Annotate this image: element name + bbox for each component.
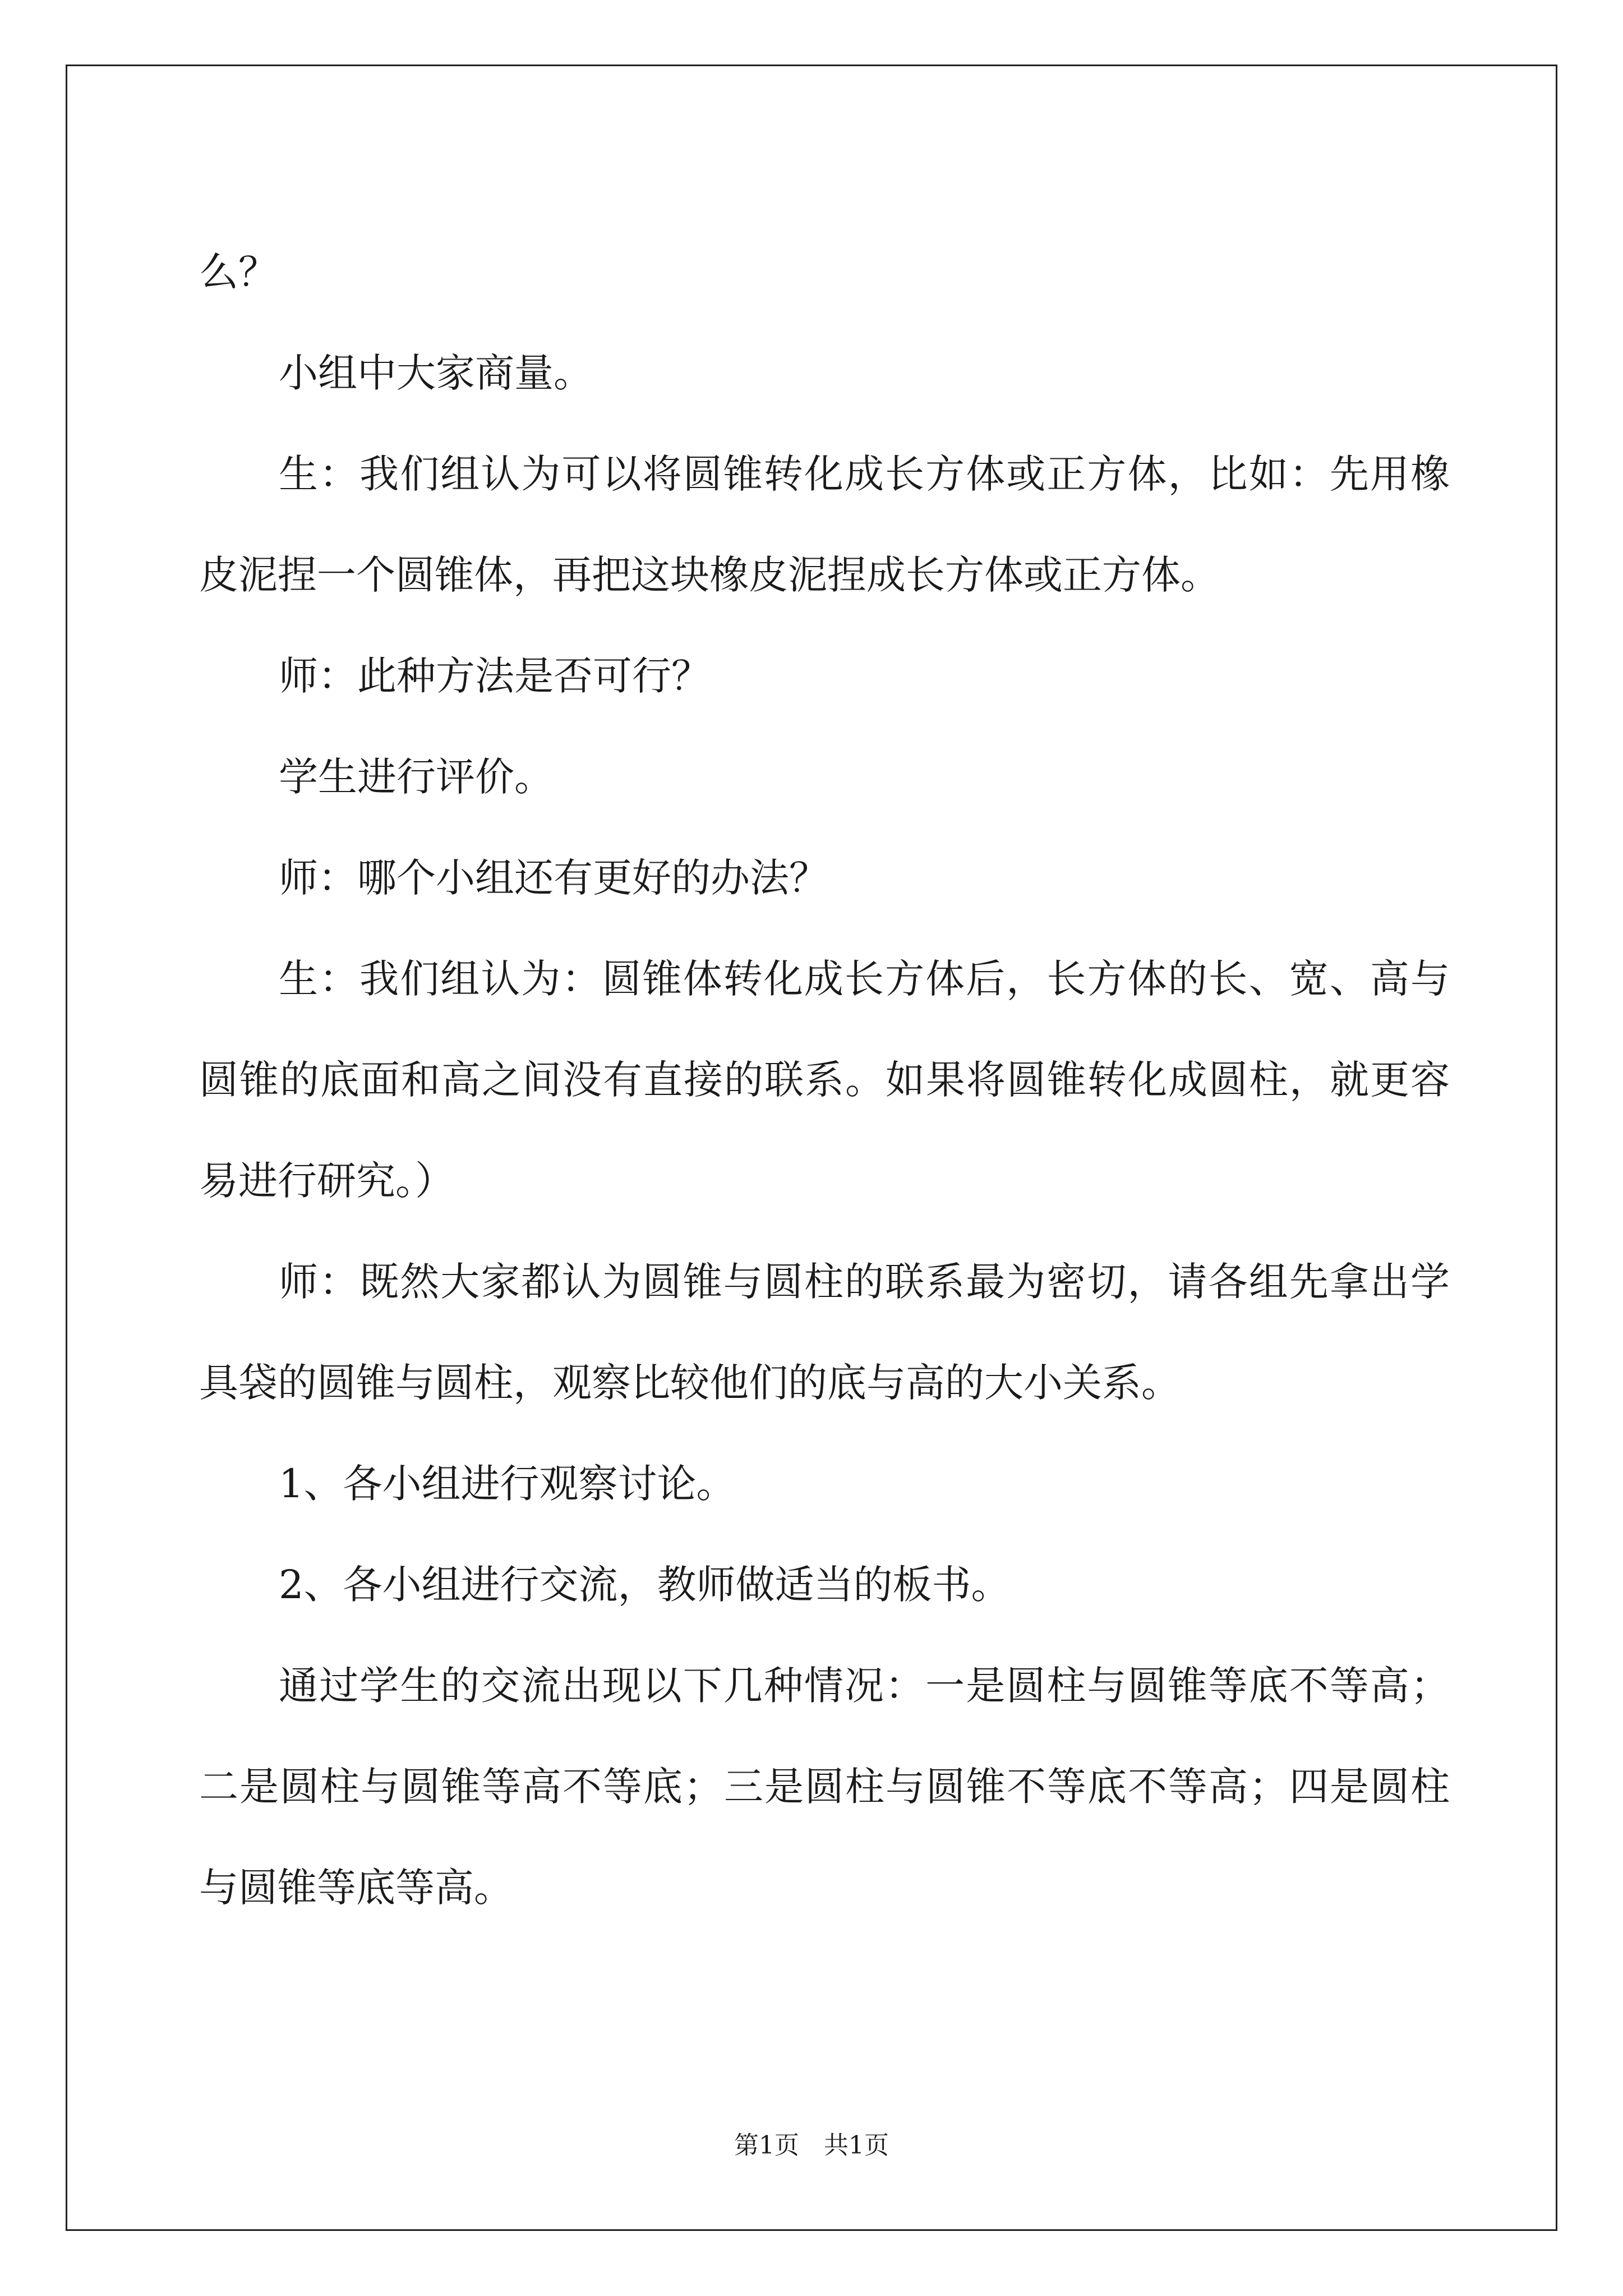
document-body [199,222,1450,1938]
paragraph: 师：既然大家都认为圆锥与圆柱的联系最为密切，请各组先拿出学具袋的圆锥与圆柱，观察比较他们的底与高的大小关系。 [199,1259,1450,1406]
paragraph: 2、各小组进行交流，教师做适当的板书。 [279,1562,1011,1608]
paragraph: 小组中大家商量。 [279,350,593,396]
paragraph: 生：我们组认为：圆锥体转化成长方体后，长方体的长、宽、高与圆锥的底面和高之间没有直接的联系。如果将圆锥转化成圆柱，就更容易进行研究。） [199,956,1450,1204]
paragraph: 1、各小组进行观察讨论。 [279,1461,736,1507]
paragraph: 师：哪个小组还有更好的办法？ [279,855,828,901]
paragraph: 学生进行评价。 [279,754,554,800]
paragraph: 通过学生的交流出现以下几种情况：一是圆柱与圆锥等底不等高；二是圆柱与圆锥等高不等底；三是圆柱与圆锥不等底不等高；四是圆柱与圆锥等底等高。 [199,1663,1450,1911]
page-footer: 第1页 共1页 [734,2131,889,2160]
paragraph: 师：此种方法是否可行？ [279,653,711,699]
paragraph: 么？ [199,249,278,295]
paragraph: 生：我们组认为可以将圆锥转化成长方体或正方体，比如：先用橡皮泥捏一个圆锥体，再把这块橡皮泥捏成长方体或正方体。 [199,451,1450,598]
